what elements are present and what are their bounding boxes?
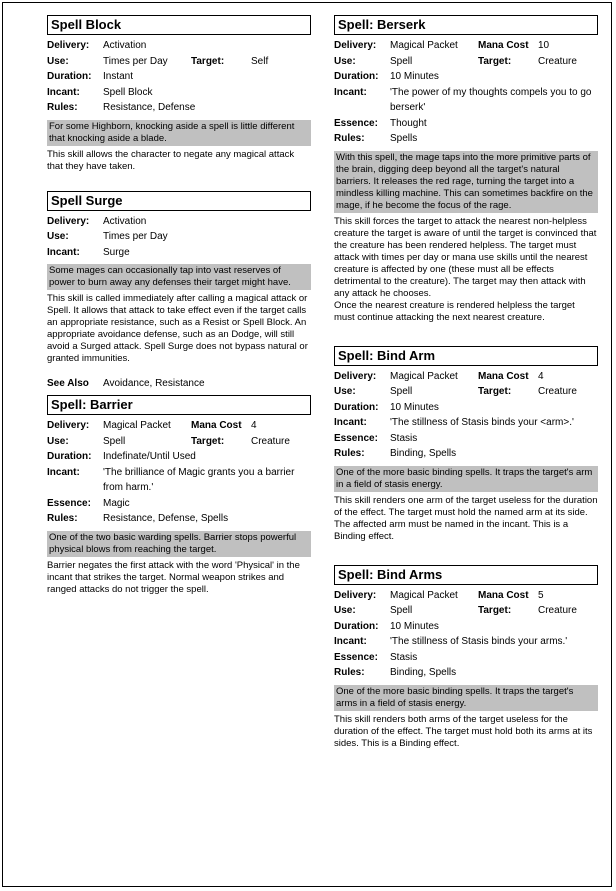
stat-label: Incant: xyxy=(334,417,367,428)
skill-entry-spell-bind-arms xyxy=(334,565,598,750)
skill-entry-spell-barrier xyxy=(47,395,311,596)
stat-label: Incant: xyxy=(47,246,80,258)
stat-row-delivery xyxy=(334,369,598,385)
stat-row-use xyxy=(334,54,598,70)
flavor-text: With this spell, the mage taps into the more primitive parts of the brain, digging deep beyond all the target's natural barriers. It releases the red rage, turning the target into a mindless killing machine. This can sometimes backfire on the mage, if he become the focus of the rage. xyxy=(334,151,598,213)
stat-value-secondary: Creature xyxy=(538,386,577,397)
stat-value: 'The stillness of Stasis binds your arms.' xyxy=(390,636,568,647)
stat-row-incant xyxy=(47,465,311,496)
stat-row-rules xyxy=(334,665,598,681)
stat-label: Duration: xyxy=(334,71,379,82)
skill-title: Spell Surge xyxy=(47,191,311,211)
skill-title: Spell Block xyxy=(47,15,311,35)
stat-value-secondary: Creature xyxy=(251,435,290,447)
stat-value-secondary: 4 xyxy=(251,420,257,431)
stat-row-use xyxy=(47,229,311,245)
stat-value-secondary: Creature xyxy=(538,55,577,67)
stat-label: Rules: xyxy=(47,102,78,113)
skill-entry-spell-berserk xyxy=(334,15,598,324)
stat-row-delivery xyxy=(47,418,311,434)
stat-label: Duration: xyxy=(334,620,379,632)
stat-row-incant xyxy=(47,85,311,101)
stat-value: 'The power of my thoughts compels you to go berserk' xyxy=(390,86,592,113)
stat-value: Thought xyxy=(390,117,427,129)
stat-label: Essence: xyxy=(334,651,378,663)
stat-value: 10 Minutes xyxy=(390,401,439,413)
document-page xyxy=(2,2,612,887)
skill-title: Spell: Bind Arm xyxy=(334,346,598,366)
flavor-text: One of the more basic binding spells. It traps the target's arm in a field of stasis energy. xyxy=(334,466,598,492)
see-also-row xyxy=(47,377,311,391)
stat-value: Magical Packet xyxy=(390,370,458,382)
description-paragraph: This skill renders one arm of the target useless for the duration of the effect. The target must hold the named arm at its side. The affected arm must be named in the incant. This is a Binding effect. xyxy=(334,494,598,542)
stat-value-secondary: 4 xyxy=(538,370,544,382)
stat-row-duration xyxy=(334,400,598,416)
stat-row-incant xyxy=(334,415,598,431)
stat-row-rules xyxy=(334,446,598,462)
stat-value: 10 Minutes xyxy=(390,71,439,82)
stat-row-incant xyxy=(334,634,598,650)
stat-value-secondary: Self xyxy=(251,55,269,67)
stat-label: Delivery: xyxy=(47,215,90,227)
stat-label: Duration: xyxy=(334,401,379,413)
see-also-label: See Also xyxy=(47,378,89,389)
stat-label: Use: xyxy=(334,386,356,397)
stat-row-duration xyxy=(334,69,598,85)
flavor-text: One of the more basic binding spells. It traps the target's arms in a field of stasis energy. xyxy=(334,685,598,711)
stat-value: Spell xyxy=(390,55,413,67)
stat-row-duration xyxy=(47,449,311,465)
stat-value: Spell xyxy=(103,435,126,447)
description-paragraph: This skill allows the character to negate any magical attack that they have taken. xyxy=(47,148,295,172)
stat-value: 'The stillness of Stasis binds your <arm>.' xyxy=(390,417,574,428)
stat-label: Use: xyxy=(47,55,69,67)
flavor-text: For some Highborn, knocking aside a spell is little different that knocking aside a blade. xyxy=(47,120,311,146)
stat-value: Binding, Spells xyxy=(390,448,457,459)
stat-label: Duration: xyxy=(47,71,92,82)
stat-value: Spell xyxy=(390,386,413,397)
stat-label: Incant: xyxy=(47,466,80,478)
stat-value: Magical Packet xyxy=(390,589,458,601)
stat-value: Resistance, Defense xyxy=(103,102,196,113)
stat-row-duration xyxy=(334,619,598,635)
stat-row-essence xyxy=(334,650,598,666)
description-paragraph: This skill forces the target to attack the nearest non-helpless creature the target is aware of until the target is convinced that the creature has been rendered helpless. The target must attack with times per day or mana use skills until the nearest creature is affected by one (these must all be effects detrimental to the creature). The target may then attack with any attack he chooses. xyxy=(334,215,597,299)
stat-label: Delivery: xyxy=(47,40,90,51)
left-column xyxy=(47,15,311,606)
stat-label: Use: xyxy=(334,605,356,616)
stat-label-secondary: Target: xyxy=(191,55,225,67)
stat-value: Magic xyxy=(103,497,130,509)
stat-label: Use: xyxy=(47,231,69,242)
stat-row-use xyxy=(334,603,598,619)
flavor-text: Some mages can occasionally tap into vast reserves of power to burn away any defenses their target might have. xyxy=(47,264,311,290)
skill-entry-spell-block xyxy=(47,15,311,173)
stat-label-secondary: Target: xyxy=(478,386,512,397)
stat-label: Delivery: xyxy=(334,40,377,51)
skill-entry-spell-bind-arm xyxy=(334,346,598,543)
stat-row-rules xyxy=(47,100,311,116)
skill-title: Spell: Berserk xyxy=(334,15,598,35)
stat-value: Spells xyxy=(390,133,418,144)
stat-label: Delivery: xyxy=(334,370,377,382)
stat-row-duration xyxy=(47,69,311,85)
see-also-value: Avoidance, Resistance xyxy=(103,378,205,389)
stat-value-secondary: Creature xyxy=(538,605,577,616)
stat-label: Use: xyxy=(334,55,356,67)
stat-label: Essence: xyxy=(334,117,378,129)
stat-value: Activation xyxy=(103,215,147,227)
stat-label: Essence: xyxy=(334,432,378,444)
stat-value: 10 Minutes xyxy=(390,620,439,632)
stat-label: Incant: xyxy=(334,86,367,98)
stat-row-essence xyxy=(334,116,598,132)
stat-row-rules xyxy=(334,131,598,147)
right-column xyxy=(334,15,598,760)
stat-value: Magical Packet xyxy=(390,40,458,51)
stat-row-essence xyxy=(47,496,311,512)
stat-value: Times per Day xyxy=(103,231,168,242)
stat-value: Spell Block xyxy=(103,86,153,98)
stat-label-secondary: Target: xyxy=(191,435,225,447)
stat-label-secondary: Mana Cost xyxy=(478,589,529,601)
stat-row-rules xyxy=(47,511,311,527)
description-paragraph: This skill renders both arms of the target useless for the duration of the effect. The target must hold both its arms at its sides. This is a Binding effect. xyxy=(334,713,593,749)
stat-row-delivery xyxy=(334,588,598,604)
stat-row-delivery xyxy=(334,38,598,54)
stat-value: Magical Packet xyxy=(103,420,171,431)
stat-label: Rules: xyxy=(334,667,365,678)
stat-row-essence xyxy=(334,431,598,447)
stat-label-secondary: Target: xyxy=(478,605,512,616)
stat-label: Delivery: xyxy=(334,589,377,601)
stat-value: Stasis xyxy=(390,651,418,663)
stat-label: Rules: xyxy=(334,133,365,144)
skill-title: Spell: Bind Arms xyxy=(334,565,598,585)
flavor-text: One of the two basic warding spells. Barrier stops powerful physical blows from reaching the target. xyxy=(47,531,311,557)
stat-label: Rules: xyxy=(334,448,365,459)
stat-label: Duration: xyxy=(47,451,92,462)
stat-value: Indefinate/Until Used xyxy=(103,451,196,462)
stat-value-secondary: 10 xyxy=(538,40,550,51)
stat-label-secondary: Mana Cost xyxy=(478,40,529,51)
stat-value: Spell xyxy=(390,605,413,616)
description-paragraph: This skill is called immediately after calling a magical attack or Spell. It allows that attack to take effect even if the target calls an appropriate resistance, such as a Resist or Spell Block. An appropriate avoidance defense, such as an Dodge, will still avoid a Surged attack. Spell Surge does not bypass natural or granted immunities. xyxy=(47,293,308,364)
skill-entry-spell-surge xyxy=(47,191,311,392)
stat-label: Use: xyxy=(47,435,69,447)
description-paragraph: Barrier negates the first attack with the word 'Physical' in the incant that strikes the target. Normal weapon strikes and ranged attacks do not trigger the spell. xyxy=(47,559,300,595)
stat-label: Essence: xyxy=(47,497,91,509)
stat-value: Surge xyxy=(103,246,130,258)
stat-label: Delivery: xyxy=(47,420,90,431)
stat-value-secondary: 5 xyxy=(538,589,544,601)
stat-row-delivery xyxy=(47,214,311,230)
description-paragraph: Once the nearest creature is rendered helpless the target must continue attacking the next nearest creature. xyxy=(334,299,575,323)
stat-value: Stasis xyxy=(390,432,418,444)
stat-row-incant xyxy=(47,245,311,261)
stat-row-use xyxy=(47,54,311,70)
stat-value: Instant xyxy=(103,71,134,82)
stat-value: Binding, Spells xyxy=(390,667,457,678)
stat-label: Incant: xyxy=(334,636,367,647)
skill-title: Spell: Barrier xyxy=(47,395,311,415)
stat-value: 'The brilliance of Magic grants you a barrier from harm.' xyxy=(103,466,295,493)
stat-row-delivery xyxy=(47,38,311,54)
stat-value: Activation xyxy=(103,40,147,51)
stat-label-secondary: Mana Cost xyxy=(191,420,242,431)
stat-row-use xyxy=(334,384,598,400)
stat-row-incant xyxy=(334,85,598,116)
stat-value: Times per Day xyxy=(103,55,168,67)
stat-row-use xyxy=(47,434,311,450)
stat-label: Rules: xyxy=(47,513,78,524)
stat-label: Incant: xyxy=(47,86,80,98)
stat-value: Resistance, Defense, Spells xyxy=(103,513,229,524)
stat-label-secondary: Target: xyxy=(478,55,512,67)
stat-label-secondary: Mana Cost xyxy=(478,370,529,382)
